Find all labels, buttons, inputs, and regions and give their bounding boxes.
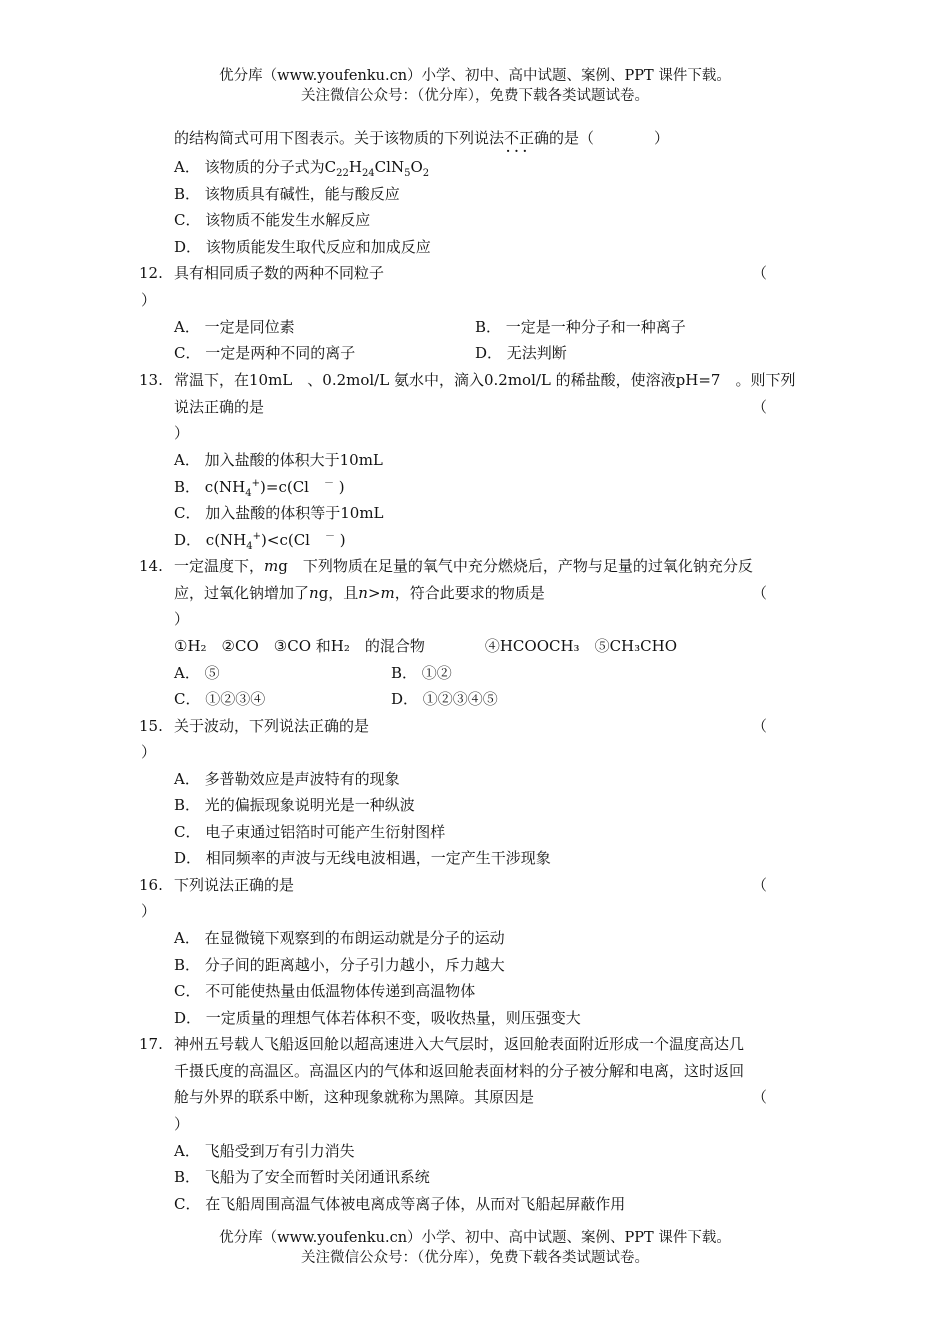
q14-number: 14.	[139, 557, 163, 575]
q17-paren-close: ）	[174, 1115, 190, 1133]
q11-stem: 的结构简式可用下图表示。关于该物质的下列说法不正确 · · ·的是（ ）	[174, 127, 669, 149]
q15-number: 15.	[139, 717, 163, 735]
q11-option-c: C． 该物质不能发生水解反应	[174, 211, 371, 229]
q15-option-d: D． 相同频率的声波与无线电波相遇，一定产生干涉现象	[174, 849, 551, 867]
q13-paren-close: ）	[174, 424, 190, 442]
q16-paren-close: ）	[141, 902, 157, 920]
q11-option-b: B． 该物质具有碱性，能与酸反应	[174, 185, 400, 203]
q15-option-c: C． 电子束通过铝箔时可能产生衍射图样	[174, 823, 446, 841]
q14-items: ①H₂ ②CO ③CO 和H₂ 的混合物 ④HCOOCH₃ ⑤CH₃CHO	[174, 637, 677, 655]
q13-paren-open: （	[752, 398, 768, 416]
q15-stem: 关于波动，下列说法正确的是	[174, 717, 370, 735]
q16-option-c: C． 不可能使热量由低温物体传递到高温物体	[174, 982, 476, 1000]
q14-option-b: B． ①②	[391, 664, 452, 682]
header-line-1: 优分库（www.youfenku.cn）小学、初中、高中试题、案例、PPT 课件下载。	[219, 68, 731, 84]
q13-stem-line-1: 常温下，在10mL 、0.2mol/L 氨水中，滴入0.2mol/L 的稀盐酸，使溶液pH=7 。则下列	[174, 371, 796, 389]
q13-number: 13.	[139, 371, 163, 389]
q11-option-d: D． 该物质能发生取代反应和加成反应	[174, 238, 431, 256]
q13-stem-line-2: 说法正确的是	[174, 398, 265, 416]
q16-number: 16.	[139, 876, 163, 894]
q16-option-b: B． 分子间的距离越小，分子引力越小，斥力越大	[174, 956, 505, 974]
footer-line-2: 关注微信公众号：（优分库），免费下载各类试题试卷。	[301, 1250, 649, 1266]
q14-stem-line-2: 应，过氧化钠增加了ng，且n>m，符合此要求的物质是	[174, 584, 545, 602]
q12-option-b: B． 一定是一种分子和一种离子	[475, 318, 686, 336]
q17-option-c: C． 在飞船周围高温气体被电离成等离子体，从而对飞船起屏蔽作用	[174, 1195, 626, 1213]
q14-option-c: C． ①②③④	[174, 690, 266, 708]
q11-option-a: A． 该物质的分子式为$C_{22}H_{24}ClN_5O_2$	[174, 158, 430, 179]
q16-option-a: A． 在显微镜下观察到的布朗运动就是分子的运动	[174, 929, 505, 947]
q15-option-a: A． 多普勒效应是声波特有的现象	[174, 770, 400, 788]
q12-paren-open: （	[752, 264, 768, 282]
q17-number: 17.	[139, 1035, 163, 1053]
q12-option-d: D． 无法判断	[475, 344, 567, 362]
q17-option-a: A． 飞船受到万有引力消失	[174, 1142, 355, 1160]
q15-paren-close: ）	[141, 743, 157, 761]
q12-paren-close: ）	[141, 291, 157, 309]
q16-option-d: D． 一定质量的理想气体若体积不变，吸收热量，则压强变大	[174, 1009, 581, 1027]
q16-stem: 下列说法正确的是	[174, 876, 295, 894]
q14-paren-close: ）	[174, 610, 190, 628]
q17-option-b: B． 飞船为了安全而暂时关闭通讯系统	[174, 1168, 430, 1186]
q12-stem: 具有相同质子数的两种不同粒子	[174, 264, 385, 282]
q13-option-c: C． 加入盐酸的体积等于10mL	[174, 504, 384, 522]
q17-stem-line-1: 神州五号载人飞船返回舱以超高速进入大气层时，返回舱表面附近形成一个温度高达几	[174, 1035, 745, 1053]
q14-option-d: D． ①②③④⑤	[391, 690, 498, 708]
q16-paren-open: （	[752, 876, 768, 894]
q14-option-a: A． ⑤	[174, 664, 220, 682]
q12-option-a: A． 一定是同位素	[174, 318, 295, 336]
q15-option-b: B． 光的偏振现象说明光是一种纵波	[174, 796, 415, 814]
q12-number: 12.	[139, 264, 163, 282]
q12-option-c: C． 一定是两种不同的离子	[174, 344, 356, 362]
q14-paren-open: （	[752, 584, 768, 602]
q17-stem-line-2: 千摄氏度的高温区。高温区内的气体和返回舱表面材料的分子被分解和电离，这时返回	[174, 1062, 745, 1080]
q17-paren-open: （	[752, 1088, 768, 1106]
header-line-2: 关注微信公众号：（优分库），免费下载各类试题试卷。	[301, 88, 649, 104]
q13-option-b: B． $c(NH_4^+)=c(Cl$ － )	[174, 478, 345, 499]
q14-stem-line-1: 一定温度下，mg 下列物质在足量的氧气中充分燃烧后，产物与足量的过氧化钠充分反	[174, 557, 753, 575]
q17-stem-line-3: 舱与外界的联系中断，这种现象就称为黑障。其原因是	[174, 1088, 535, 1106]
q13-option-d: D． $c(NH_4^+)<c(Cl$ － )	[174, 531, 346, 552]
q11-emphasis: 不正确 · · ·	[504, 129, 549, 147]
q15-paren-open: （	[752, 717, 768, 735]
footer-line-1: 优分库（www.youfenku.cn）小学、初中、高中试题、案例、PPT 课件下载。	[219, 1230, 731, 1246]
q13-option-a: A． 加入盐酸的体积大于10mL	[174, 451, 383, 469]
